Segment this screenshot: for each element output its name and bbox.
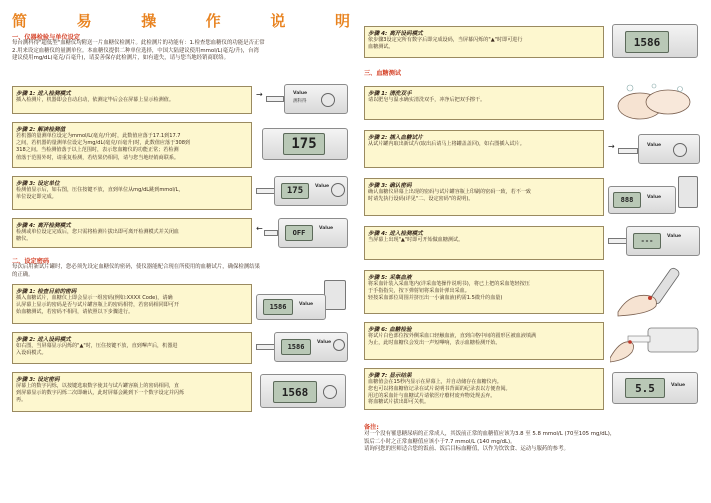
meter-body — [626, 226, 700, 256]
step-line: 当屏幕上出现"▲"时即可开始做血糖测试。 — [368, 237, 464, 243]
meter-illustration — [256, 214, 350, 252]
step-line: 值落于范围外时，请重复检测，若结果仍相同，请与您当地经销商联系。 — [16, 154, 180, 161]
test-strip — [256, 344, 276, 350]
title-char: 易 — [76, 12, 92, 30]
note-line: 饭后二小时之正常血糖值应该小于7.7 mmol/L (140 mg/dL)。 — [364, 438, 516, 445]
step-desc — [368, 281, 530, 303]
step-desc — [16, 229, 179, 243]
step-line: 血糖测试。 — [368, 44, 394, 51]
step-line: 检测值显示后，如右图，压住按键不放，直到单位从mg/dL跳到mmol/L， — [16, 187, 184, 193]
step-line: 始血糖测试，若密码不相同，请依照以下步骤进行。 — [16, 309, 134, 316]
step-line: 入设码模式。 — [16, 350, 47, 357]
meter-button — [333, 339, 345, 351]
meter-screen: 1586 — [625, 31, 669, 53]
step-desc — [16, 187, 183, 201]
step-title: 步骤 2: 插入血糖试片 — [368, 135, 423, 141]
meter-illustration — [256, 124, 350, 164]
brand-label: Value — [315, 184, 330, 189]
meter-screen: 888 — [613, 192, 641, 208]
step-title: 步骤 4: 进入检测模式 — [368, 231, 423, 237]
meter-screen: 1586 — [281, 339, 311, 355]
meter-body — [638, 134, 700, 164]
meter-screen: OFF — [285, 225, 313, 241]
test-strip — [618, 148, 638, 154]
step-desc — [368, 141, 525, 148]
meter-screen: 5.5 — [625, 378, 665, 398]
step-title: 步骤 7: 显示结果 — [368, 373, 412, 379]
step-line: 如右图，当屏幕显示闪烁的"▲"时，压住按键不放，直到嗶声后，机器进 — [16, 343, 178, 349]
meter-screen: 175 — [281, 183, 309, 199]
meter-button — [673, 143, 687, 157]
section-1-paragraph — [12, 40, 352, 63]
step-title: 步骤 6: 血糖检验 — [368, 327, 412, 333]
section-3-heading: 三、血糖测试 — [364, 70, 402, 77]
step-desc — [16, 295, 179, 317]
meter-illustration — [608, 128, 702, 172]
para-line: 建议使用mg/dL(毫克/百毫升)，请妥善保存此检测片，如有遗失，请与您当地经销商联络。 — [12, 55, 229, 62]
meter-illustration — [256, 82, 350, 118]
step-line: 时请先执行设码(详见"二、设定密码"的说明)。 — [368, 196, 474, 203]
brand-label: Value — [647, 143, 662, 148]
step-line: 再。 — [16, 397, 27, 404]
step-line: 检测或单位设定完成后，您只需将检测片拔出即可离开检测模式并关闭血 — [16, 229, 180, 235]
test-strip — [264, 230, 278, 236]
meter-body — [262, 128, 348, 160]
meter-button — [321, 93, 335, 107]
step-box — [364, 322, 604, 360]
section-1-heading: 一、仪器检验与单位设定 — [12, 34, 81, 41]
meter-illustration — [256, 172, 350, 212]
step-line: 若机器的量测单位设定为mmol/L(毫克/升)时，此数值应落于17.1到17.7 — [16, 133, 181, 139]
strip-blood-contact-icon — [610, 318, 700, 364]
step-title: 步骤 4: 离开设码模式 — [368, 31, 423, 37]
step-box — [364, 226, 604, 260]
arrow-right-icon: → — [256, 90, 263, 99]
step-box — [12, 122, 252, 168]
meter-illustration — [256, 370, 350, 414]
step-line: 轻按采血部位周围并挤压出一小滴血液(约需1.5微升的血量) — [368, 295, 503, 302]
step-title: 步骤 1: 检查目前的密码 — [16, 289, 77, 295]
meter-screen: --- — [633, 233, 661, 249]
para-line: 2.用来设定血糖仪的量测单位。本血糖仪提供二种单位选择，中国大陆建议使用mmol/L(毫克/升)，台湾 — [12, 47, 259, 54]
step-line: 插入血糖试片，血糖仪上即会显示一组密码(例如:XXXX Code)，请确 — [16, 295, 173, 301]
title-char: 简 — [12, 12, 28, 30]
step-desc — [368, 97, 485, 104]
step-title: 步骤 2: 解读检测值 — [16, 127, 66, 133]
step-desc — [16, 383, 184, 405]
step-line: 将采血针装入采血笔内(详采血笔操作说明书)，将已上把的采血笔轻按压 — [368, 281, 530, 287]
strip-vial — [324, 280, 346, 310]
meter-illustration — [256, 280, 350, 324]
meter-body — [274, 332, 348, 362]
test-strip — [266, 96, 284, 102]
step-box — [12, 86, 252, 114]
step-box — [364, 86, 604, 120]
meter-button — [331, 183, 345, 197]
meter-body — [612, 24, 698, 58]
step-box — [12, 332, 252, 364]
meter-illustration — [256, 328, 350, 368]
meter-illustration — [608, 222, 702, 262]
step-box — [364, 26, 604, 58]
meter-body — [274, 176, 348, 206]
step-line: 318之间。当检测值落于以上范围时，表示您血糖仪的功能正常；若检测 — [16, 147, 179, 154]
step-box — [12, 218, 252, 248]
meter-illustration — [608, 176, 702, 220]
step-line: 血糖值会在15秒内显示在屏幕上，并自动储存在血糖仪内。 — [368, 379, 502, 385]
step-desc — [368, 189, 531, 203]
brand-label: Value — [671, 383, 686, 388]
meter-illustration — [608, 22, 702, 62]
meter-screen: 1586 — [263, 299, 293, 315]
step-line: 将试片白色部位按外侧采血口轻触血液，直到白格中间的圆形区被血液填满 — [368, 333, 537, 339]
section-2-paragraph — [12, 264, 352, 279]
title-char: 作 — [205, 12, 221, 30]
step-desc — [368, 37, 522, 51]
step-line: 将血糖试片拔出即可关机。 — [368, 399, 430, 406]
test-strip — [256, 188, 276, 194]
step-line: 于手指指尖，按下弹射钮将采血针弹出采血。 — [368, 288, 470, 295]
meter-illustration — [608, 370, 702, 410]
step-title: 步骤 1: 清洗双手 — [368, 91, 412, 97]
meter-body — [278, 218, 348, 248]
note-heading: 备注: — [364, 424, 379, 431]
brand-label: Value — [319, 226, 334, 231]
step-line: 从试片罐内取出新试片(取出后请马上将罐盖盖回)，如右图插入试片。 — [368, 141, 525, 147]
title-char: 明 — [334, 12, 350, 30]
step-desc — [16, 133, 190, 162]
step-title: 步骤 3: 确认密码 — [368, 183, 412, 189]
test-strip — [608, 238, 628, 244]
step-desc — [16, 97, 174, 104]
step-line: 用过的采血针与血糖试片请依医疗廢材废弃物处规丢弃。 — [368, 392, 496, 399]
step-desc — [16, 343, 177, 357]
step-box — [12, 372, 252, 412]
para-line: 的正确。 — [12, 271, 34, 278]
step-desc — [368, 237, 463, 244]
step-line: 为止，此时血糖仪会发出一声短嗶响，表示血糖检测开始。 — [368, 340, 501, 347]
step-title: 步骤 4: 离开检测模式 — [16, 223, 71, 229]
step-line: 屏幕上的数字闪烁，以按键选取数字使其与试片罐容瓶上的密码相同，直 — [16, 383, 180, 389]
step-box — [12, 284, 252, 324]
note-paragraph — [364, 431, 704, 454]
step-line: 您也可以将血糖值记录在试片说明书背面的纪录表以方便查阅。 — [368, 385, 511, 392]
step-box — [364, 270, 604, 314]
step-line: 单位设定即完成。 — [16, 194, 57, 201]
step-box — [364, 368, 604, 410]
step-title: 步骤 2: 进入设码模式 — [16, 337, 71, 343]
meter-screen: 1568 — [273, 381, 317, 403]
brand-label: Value — [317, 340, 332, 345]
meter-body — [260, 374, 346, 408]
title-char: 操 — [141, 12, 157, 30]
brand-sub: 测科得 — [293, 99, 307, 104]
step-desc — [368, 379, 511, 406]
step-line: 到屏幕显示的数字闪烁二次即确认，此时屏幕会跳到下一个数字设定并闪烁 — [16, 390, 185, 397]
step-line: 依步骤3设定完所有数字后即完成设码，当屏幕闪烁的"▲"时即可进行 — [368, 37, 523, 43]
brand-label: Value — [647, 195, 662, 200]
step-line: 插入检测片，机器即会自动启动，依测定毕后会在屏幕上显示检测值。 — [16, 97, 174, 103]
step-line: 认屏幕上显示的密码是否与试片罐容瓶上的密码相符，若密码相同即可开 — [16, 302, 180, 309]
step-title: 步骤 5: 采集血液 — [368, 275, 412, 281]
step-line: 确认血糖仪屏幕上出现的密码与试片罐容瓶上印刷的密码一致，若不一致 — [368, 189, 532, 195]
para-line: 每台测科得"超低型"血糖仪均附送一片血糖仪检测片。此检测片的功能有：1.检查您血糖仪的功能是否正常 — [12, 40, 265, 46]
step-title: 步骤 3: 设定密码 — [16, 377, 60, 383]
step-line: 之间，若机器的量测单位设定为mg/dL(毫克/百毫升)时，此数值应落于308到 — [16, 140, 191, 147]
hand-washing-icon — [610, 80, 700, 124]
title-char: 说 — [270, 12, 286, 30]
step-box — [364, 178, 604, 216]
step-line: 糖仪。 — [16, 236, 32, 243]
meter-body — [608, 186, 676, 214]
brand-label: Value — [293, 91, 308, 96]
brand-label: Value — [299, 302, 314, 307]
step-box — [12, 176, 252, 210]
step-title: 步骤 1: 进入检测模式 — [16, 91, 71, 97]
step-box — [364, 130, 604, 168]
note-line: 请询问您的医师适合您的饭前、饭后目标血糖值，以作为饮饮食、运动与服药的参考。 — [364, 446, 569, 453]
step-desc — [368, 333, 536, 347]
page-title — [12, 10, 350, 31]
meter-button — [323, 385, 337, 399]
para-line: 每次启用新试片罐时，您必须先设定血糖仪的密码，使仪器能配合现在所使用的血糖试片，确保检测结果 — [12, 264, 260, 270]
meter-body — [256, 294, 326, 320]
section-2-heading: 二、设定密码 — [12, 258, 50, 265]
finger-lancing-icon — [610, 262, 700, 318]
step-line: 请以肥皂与温水确实清洗双手，冲净后把双手擦干。 — [368, 97, 486, 103]
brand-label: Value — [667, 234, 682, 239]
meter-screen: 175 — [283, 133, 325, 155]
arrow-left-icon: ← — [256, 224, 263, 233]
strip-vial — [678, 176, 698, 208]
meter-body — [284, 84, 348, 114]
step-title: 步骤 3: 设定单位 — [16, 181, 60, 187]
arrow-right-icon: → — [608, 142, 615, 151]
meter-body — [612, 372, 698, 404]
note-line: 对一个没有罹患糖尿病的正常成人，其饭前正常的血糖值应该为3.8 至 5.8 mmol/L (70至105 mg/dL)， — [364, 431, 616, 437]
